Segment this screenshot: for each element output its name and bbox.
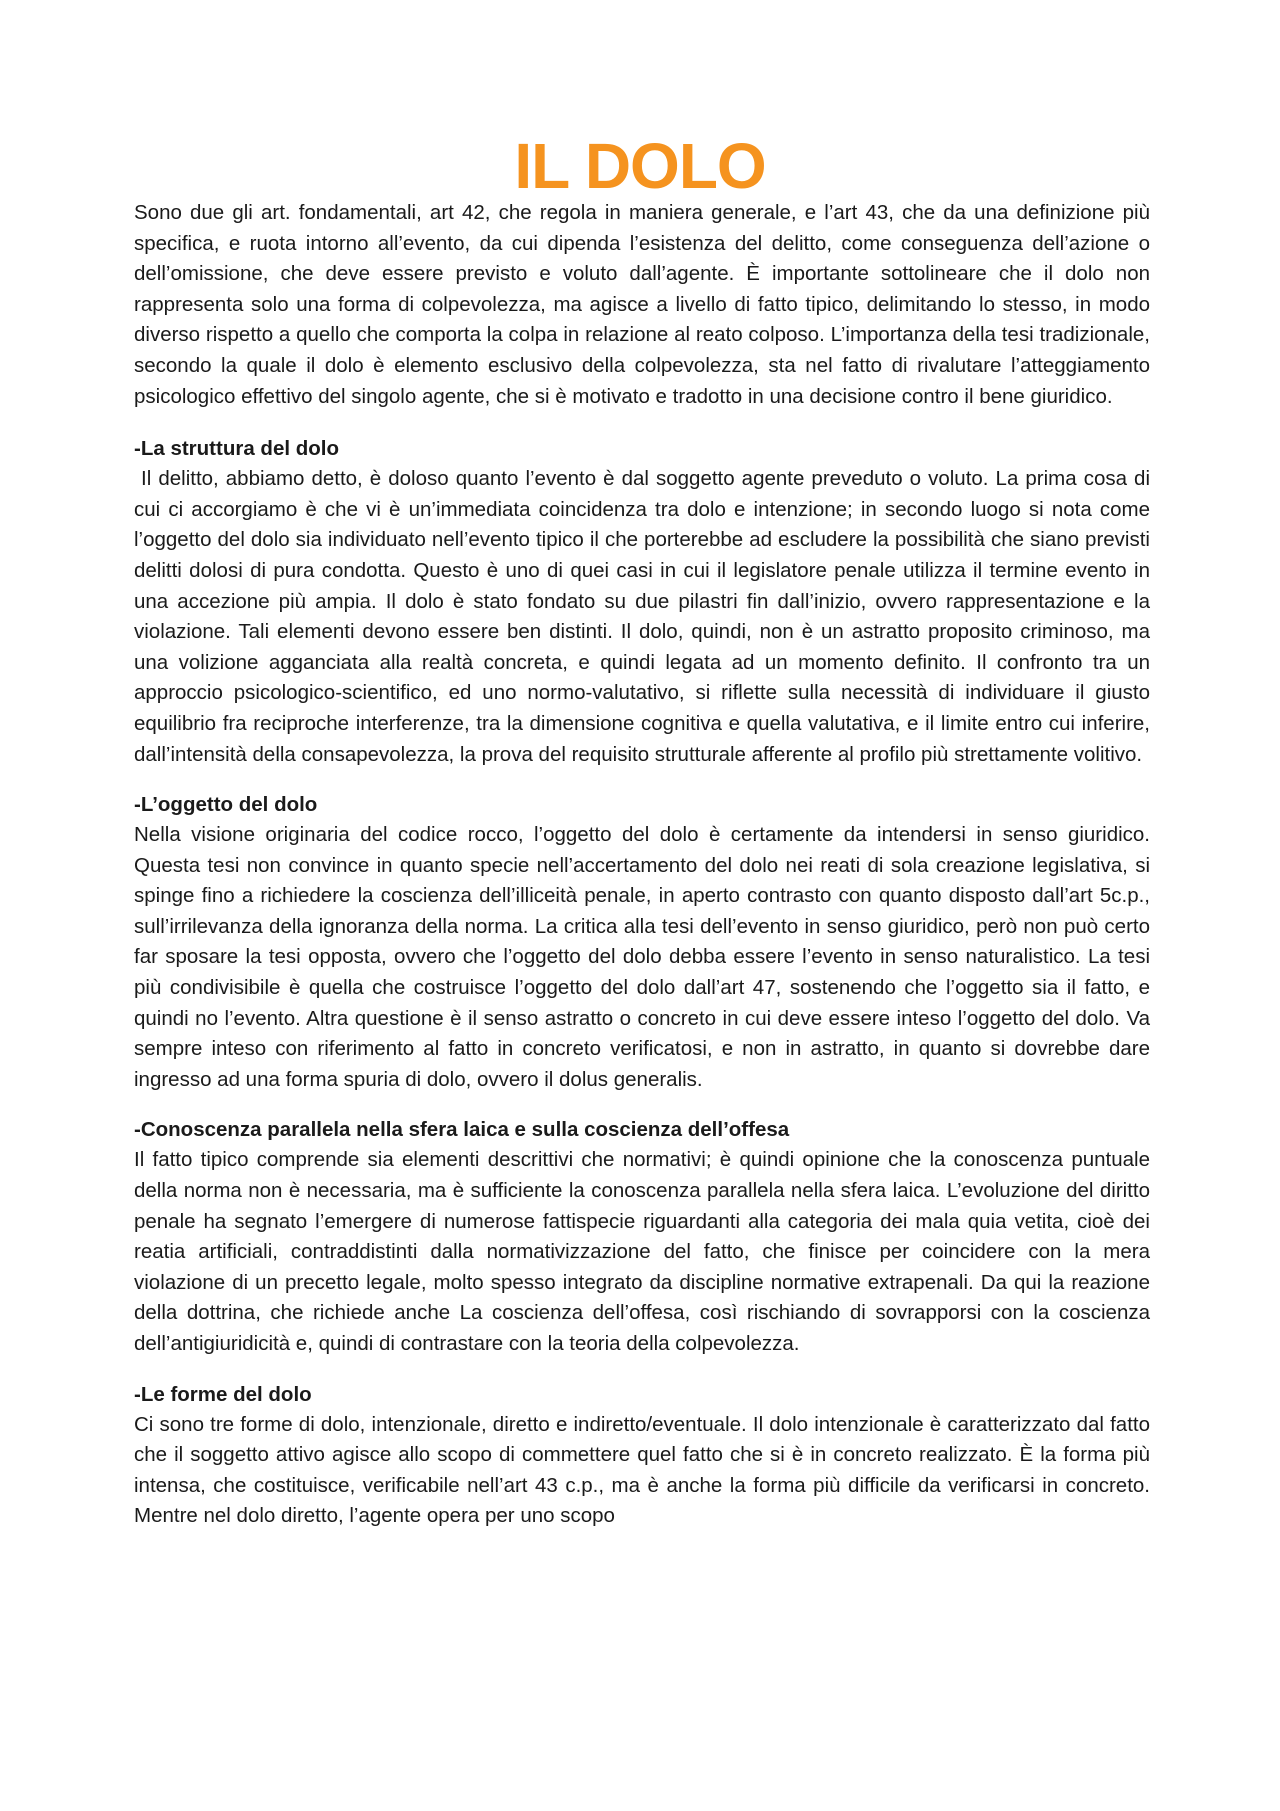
section-oggetto [134, 790, 1150, 1095]
page-title: IL DOLO [514, 130, 766, 202]
section-heading: -Le forme del dolo [134, 1382, 312, 1406]
section-heading: -L’oggetto del dolo [134, 793, 318, 817]
section-paragraph: Nella visione originaria del codice rocco, l’oggetto del dolo è certamente da intendersi in senso giuridico. Questa tesi non convince in quanto specie nell’accertamento del dolo nei reati di sola creazione legislativa, si spinge fino a richiedere la coscienza dell’illiceità penale, in aperto contrasto con quanto disposto dall’art 5c.p., sull’irrilevanza della ignoranza della norma. La critica alla tesi dell’evento in senso giuridico, però non può certo far sposare la tesi opposta, ovvero che l’oggetto del dolo debba essere l’evento in senso naturalistico. La tesi più condivisibile è quella che costruisce l’oggetto del dolo dall’art 47, sostenendo che l’oggetto sia il fatto, e quindi no l’evento. Altra questione è il senso astratto o concreto in cui deve essere inteso l’oggetto del dolo. Va sempre inteso con riferimento al fatto in concreto verificatosi, e non in astratto, in quanto si dovrebbe dare ingresso ad una forma spuria di dolo, ovvero il dolus generalis. [134, 823, 1150, 1091]
section-paragraph: Ci sono tre forme di dolo, intenzionale, diretto e indiretto/eventuale. Il dolo intenzionale è caratterizzato dal fatto che il soggetto attivo agisce allo scopo di commettere quel fatto che si è in concreto realizzato. È la forma più intensa, che costituisce, verificabile nell’art 43 c.p., ma è anche la forma più difficile da verificarsi in concreto. Mentre nel dolo diretto, l’agente opera per uno scopo [134, 1412, 1150, 1528]
section-conoscenza [134, 1115, 1150, 1359]
intro-paragraph: Sono due gli art. fondamentali, art 42, che regola in maniera generale, e l’art 43, che da una definizione più specifica, e ruota intorno all’evento, da cui dipenda l’esistenza del delitto, come conseguenza dell’azione o dell’omissione, che deve essere previsto e voluto dall’agente. È importante sottolineare che il dolo non rappresenta solo una forma di colpevolezza, ma agisce a livello di fatto tipico, delimitando lo stesso, in modo diverso rispetto a quello che comporta la colpa in relazione al reato colposo. L’importanza della tesi tradizionale, secondo la quale il dolo è elemento esclusivo della colpevolezza, sta nel fatto di rivalutare l’atteggiamento psicologico effettivo del singolo agente, che si è motivato e tradotto in una decisione contro il bene giuridico. [134, 201, 1150, 408]
section-heading: -Conoscenza parallela nella sfera laica e sulla coscienza dell’offesa [134, 1118, 790, 1142]
section-struttura [134, 434, 1156, 770]
section-paragraph: Il delitto, abbiamo detto, è doloso quanto l’evento è dal soggetto agente preveduto o voluto. La prima cosa di cui ci accorgiamo è che vi è un’immediata coincidenza tra dolo e intenzione; in secondo luogo si nota come l’oggetto del dolo sia individuato nell’evento tipico il che porterebbe ad escludere la possibilità che siano previsti delitti dolosi di pura condotta. Questo è uno di quei casi in cui il legislatore penale utilizza il termine evento in una accezione più ampia. Il dolo è stato fondato su due pilastri fin dall’inizio, ovvero rappresentazione e la violazione. Tali elementi devono essere ben distinti. Il dolo, quindi, non è un astratto proposito criminoso, ma una volizione agganciata alla realtà concreta, e quindi legata ad un momento definito. Il confronto tra un approccio psicologico-scientifico, ed uno normo-valutativo, si riflette sulla necessità di individuare il giusto equilibrio fra reciproche interferenze, tra la dimensione cognitiva e quella valutativa, e il limite entro cui inferire, dall’intensità della consapevolezza, la prova del requisito strutturale afferente al profilo più strettamente volitivo. [134, 467, 1156, 766]
section-forme [134, 1380, 1150, 1532]
section-paragraph: Il fatto tipico comprende sia elementi descrittivi che normativi; è quindi opinione che la conoscenza puntuale della norma non è necessaria, ma è sufficiente la conoscenza parallela nella sfera laica. L’evoluzione del diritto penale ha segnato l’emergere di numerose fattispecie riguardanti alla categoria dei mala quia vetita, cioè dei reatia artificiali, contraddistinti dalla normativizzazione del fatto, che finisce per coincidere con la mera violazione di un precetto legale, molto spesso integrato da discipline normative extrapenali. Da qui la reazione della dottrina, che richiede anche La coscienza dell’offesa, così rischiando di sovrapporsi con la coscienza dell’antigiuridicità e, quindi di contrastare con la teoria della colpevolezza. [134, 1148, 1150, 1355]
document-body [134, 198, 1156, 1532]
section-heading: -La struttura del dolo [134, 437, 339, 461]
